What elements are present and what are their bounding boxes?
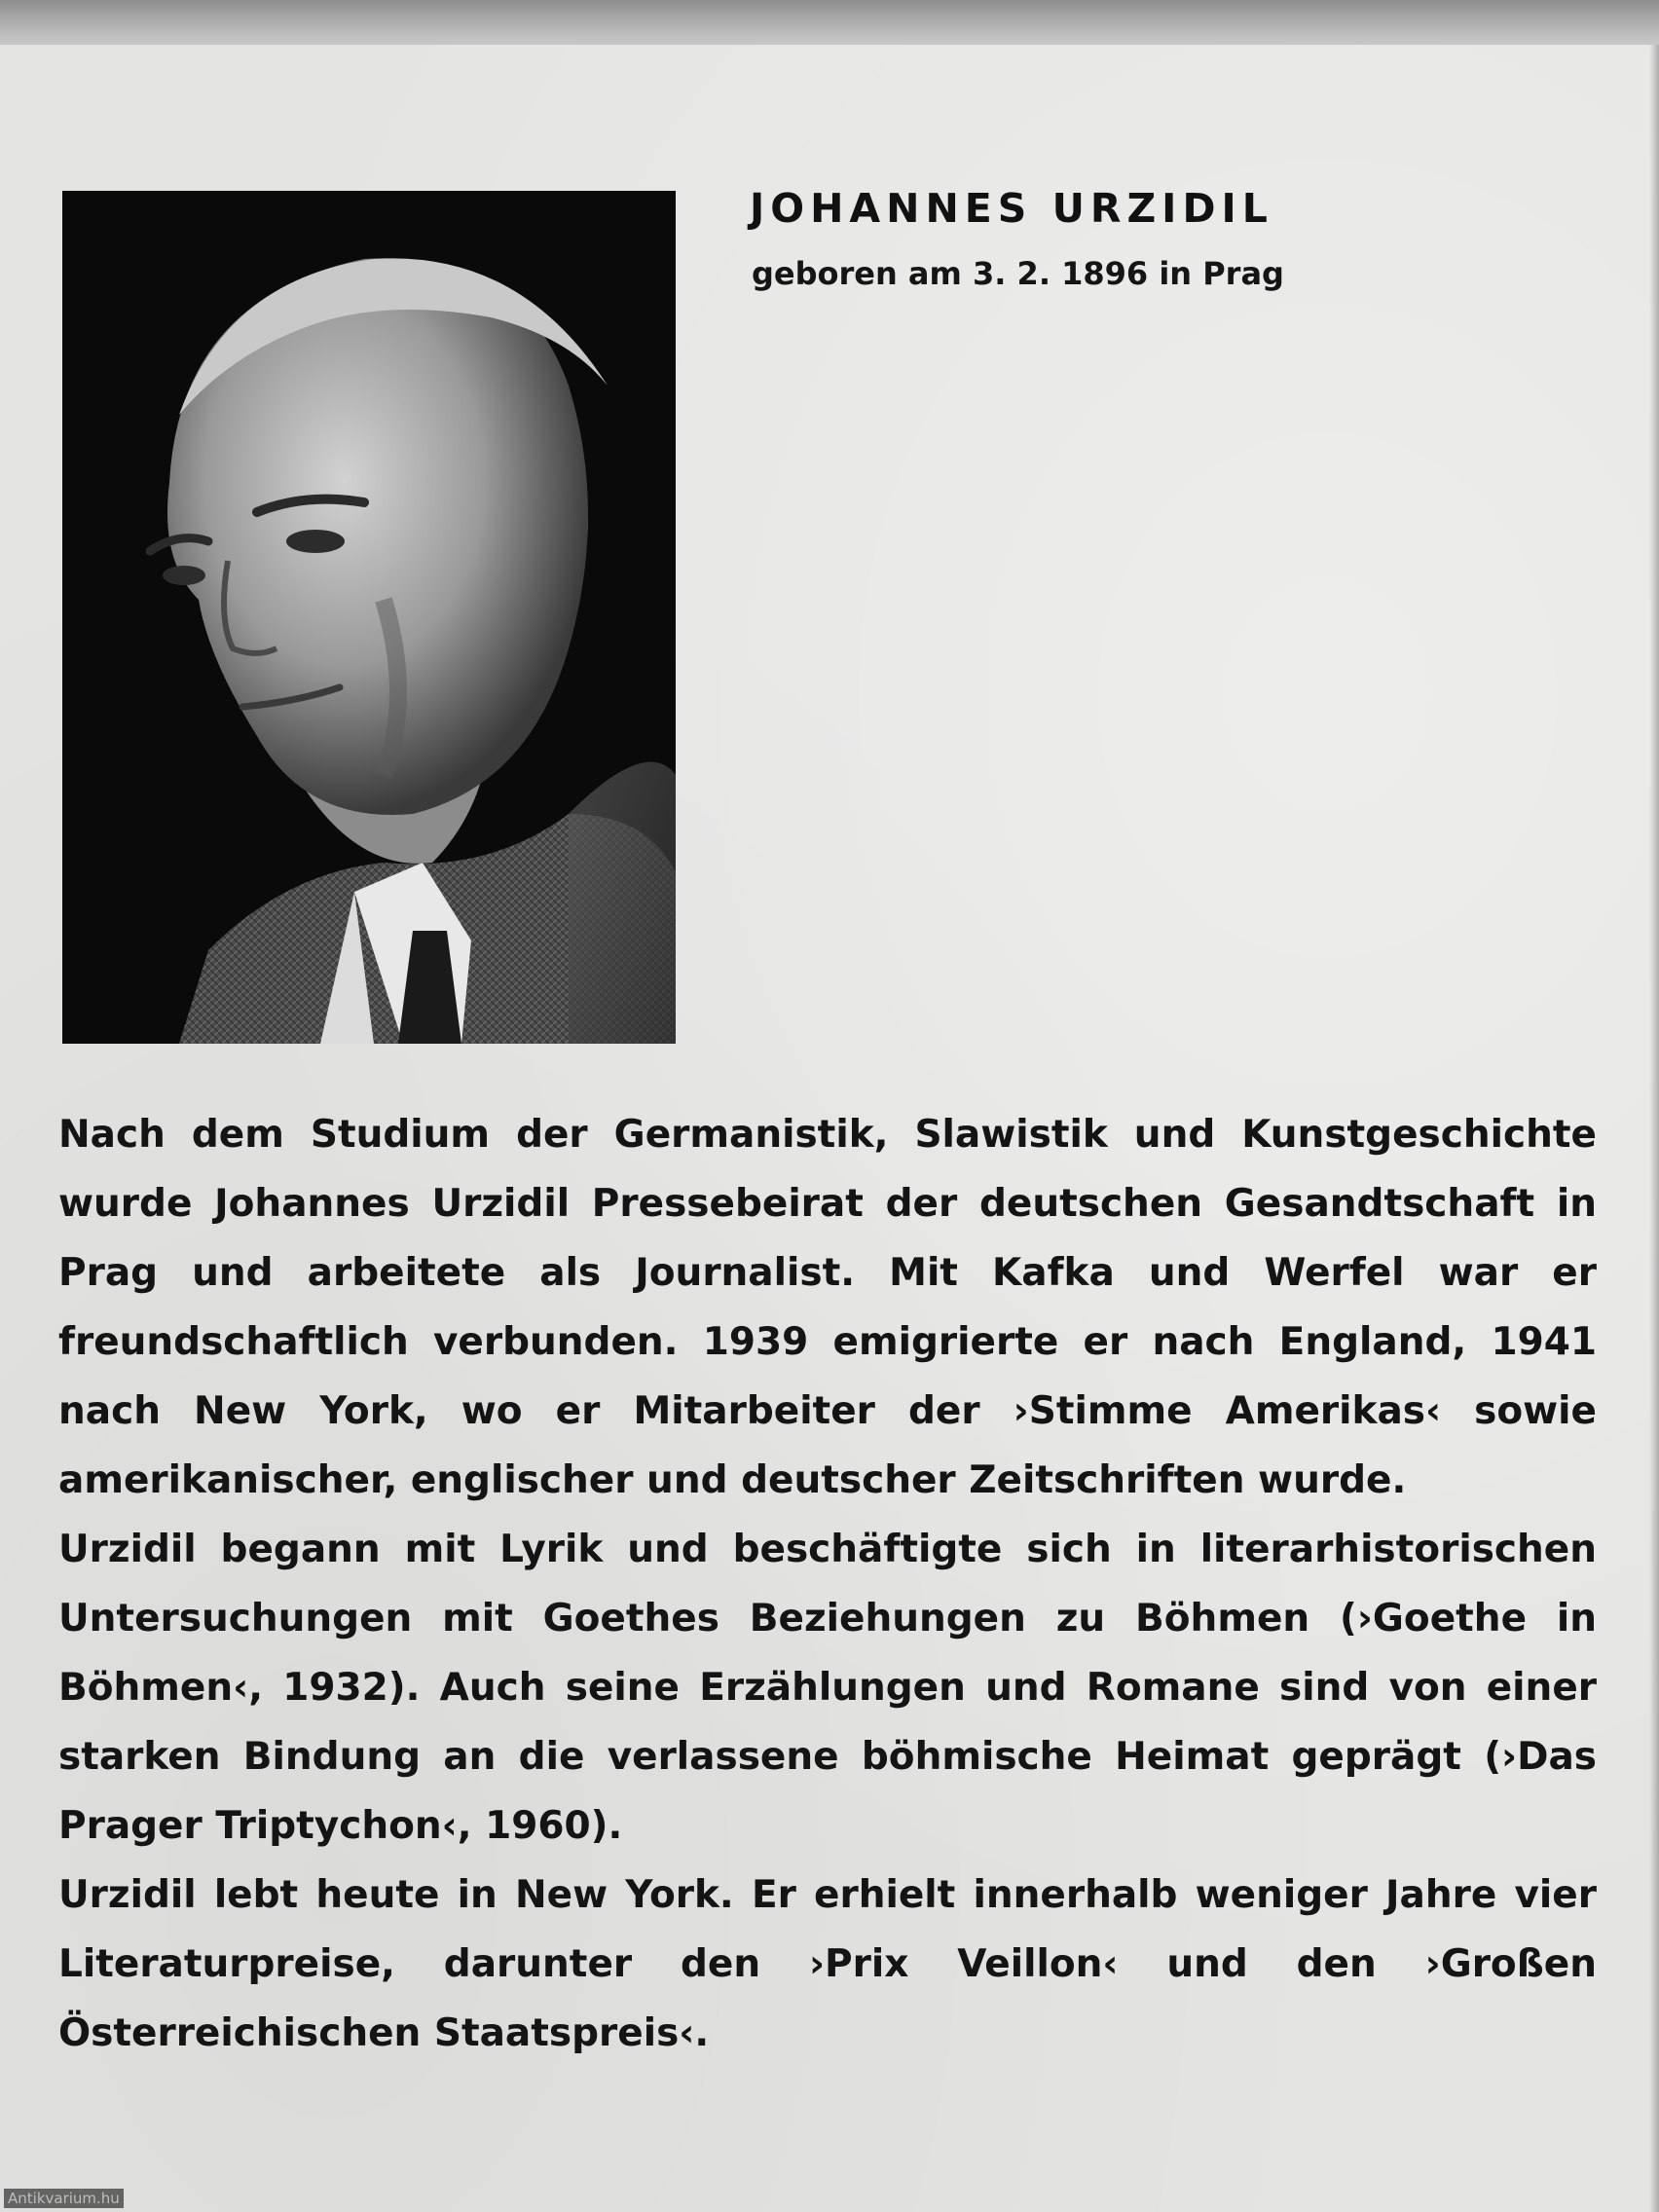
page-top-shadow xyxy=(0,0,1659,45)
biography-paragraph-3: Urzidil lebt heute in New York. Er erhielt innerhalb weniger Jahre vier Literaturpreise, darunter den ›Prix Veillon‹ und den ›Großen Österreichischen Staatspreis‹. xyxy=(58,1873,1597,2055)
site-watermark: Antikvarium.hu xyxy=(4,2189,124,2208)
biography-paragraph-2: Urzidil begann mit Lyrik und beschäftigte sich in literarhistorischen Untersuchungen mit Goethes Beziehungen zu Böhmen (›Goethe in Böhmen‹, 1932). Auch seine Erzählungen und Romane sind von einer starken Bindung an die verlassene böhmische Heimat geprägt (›Das Prager Triptychon‹, 1960). xyxy=(58,1528,1597,1848)
biography-text xyxy=(58,1100,1597,2068)
author-name-heading: JOHANNES URZIDIL xyxy=(750,185,1273,232)
birth-info: geboren am 3. 2. 1896 in Prag xyxy=(752,255,1284,292)
page-edge-shadow xyxy=(1649,45,1659,2212)
portrait-illustration xyxy=(62,191,676,1044)
author-portrait-photo xyxy=(62,191,676,1044)
biography-paragraph-1: Nach dem Studium der Germanistik, Slawistik und Kunstgeschichte wurde Johannes Urzidil Pressebeirat der deutschen Gesandtschaft in Prag und arbeitete als Journalist. Mit Kafka und Werfel war er freundschaftlich verbunden. 1939 emigrierte er nach England, 1941 nach New York, wo er Mitarbeiter der ›Stimme Amerikas‹ sowie amerikanischer, englischer und deutscher Zeitschriften wurde. xyxy=(58,1113,1597,1502)
